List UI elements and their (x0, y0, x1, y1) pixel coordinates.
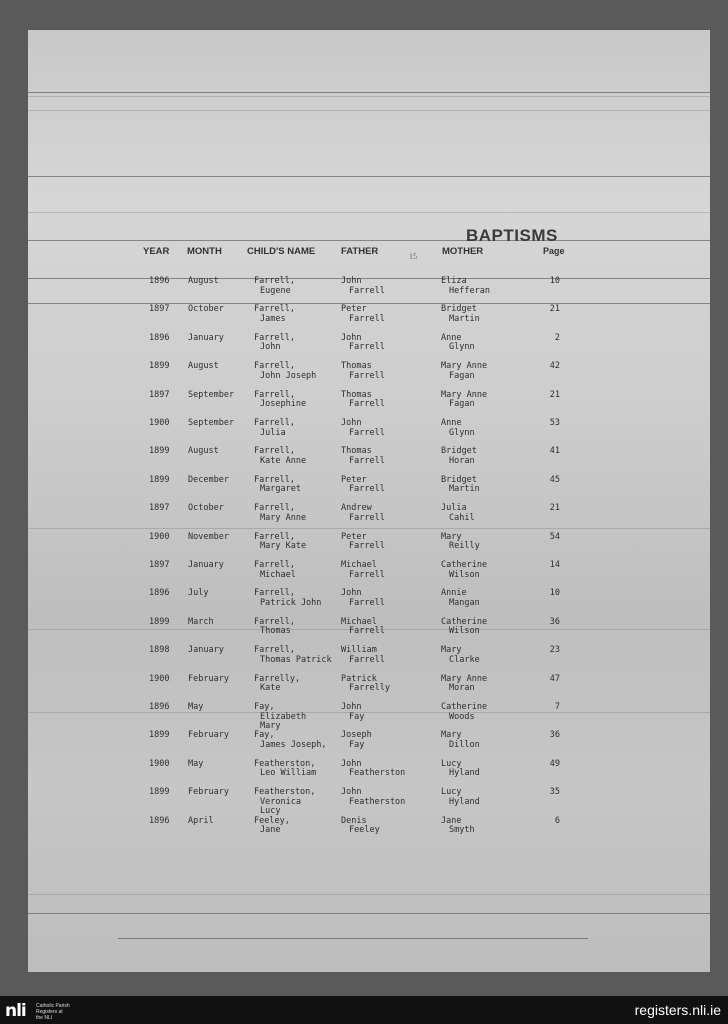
child-name-cell-line: Thomas (260, 626, 291, 637)
mother-cell (441, 817, 475, 836)
father-cell (341, 391, 385, 410)
page-ref-cell: 42 (549, 361, 560, 372)
child-name-cell (254, 817, 290, 836)
father-cell (341, 476, 385, 495)
year-cell: 1899 (149, 730, 170, 741)
father-cell-line: Farrell (349, 399, 385, 410)
child-name-cell (254, 788, 315, 817)
mother-cell-line: Smyth (449, 825, 475, 836)
child-name-cell-line: Farrell, (254, 361, 295, 372)
page-ref-cell: 14 (549, 560, 560, 570)
baptism-row (28, 504, 710, 532)
father-cell-line: John (341, 758, 362, 769)
page-ref-cell: 7 (554, 702, 560, 712)
mother-cell-line: Hyland (449, 768, 480, 779)
child-name-cell (254, 533, 306, 552)
mother-cell-line: Catherine (441, 616, 488, 627)
father-cell-line: John (341, 332, 362, 343)
year-cell: 1898 (149, 645, 170, 656)
father-cell (341, 618, 385, 637)
mother-cell (441, 760, 480, 779)
child-name-cell-line: Margaret (260, 484, 301, 495)
header-child-name: CHILD'S NAME (247, 246, 316, 257)
mother-cell-line: Moran (449, 683, 475, 694)
father-cell-line: John (341, 418, 362, 428)
header-mother: MOTHER (442, 246, 484, 257)
page-ref-cell: 41 (549, 446, 560, 457)
father-cell (341, 675, 390, 694)
mother-cell (441, 703, 487, 722)
father-cell-line: Farrell (349, 654, 385, 665)
month-cell: May (188, 758, 204, 769)
child-name-cell-line: Farrell, (254, 389, 295, 400)
father-cell-line: Farrell (349, 484, 385, 495)
child-name-cell (254, 334, 295, 353)
mother-cell-line: Wilson (449, 626, 480, 637)
site-url[interactable]: registers.nli.ie (634, 1002, 721, 1018)
father-cell-line: Farrell (349, 569, 385, 580)
child-name-cell-line: Farrelly, (254, 673, 301, 684)
child-name-cell-line: Feeley, (254, 815, 290, 826)
register-page (28, 30, 710, 972)
year-cell: 1899 (149, 446, 170, 457)
mother-cell-line: Eliza (441, 276, 467, 286)
mother-cell (441, 589, 480, 608)
year-cell: 1897 (149, 560, 170, 570)
page-ref-cell: 10 (549, 588, 560, 599)
child-name-cell (254, 731, 327, 750)
father-cell-line: Farrell (349, 285, 385, 296)
page-ref-cell: 47 (549, 673, 560, 684)
father-cell-line: Farrell (349, 512, 385, 523)
father-cell-line: Peter (341, 304, 367, 315)
baptism-row (28, 703, 710, 731)
father-cell-line: Denis (341, 815, 367, 826)
mother-cell-line: Catherine (441, 560, 488, 570)
mother-cell-line: Glynn (449, 427, 475, 438)
father-cell (341, 533, 385, 552)
father-cell (341, 703, 364, 722)
mother-cell-line: Fagan (449, 370, 475, 381)
mother-cell-line: Anne (441, 418, 462, 428)
father-cell-line: Fay (349, 739, 365, 750)
child-name-cell-line: Leo William (260, 768, 317, 779)
mother-cell (441, 476, 480, 495)
mother-cell (441, 646, 480, 665)
month-cell: October (188, 503, 224, 514)
child-name-cell-line: Farrell, (254, 446, 295, 457)
baptism-row (28, 646, 710, 674)
footer-bar (0, 996, 728, 1024)
mother-cell-line: Lucy (441, 787, 462, 798)
mother-cell-line: Clarke (449, 654, 480, 665)
year-cell: 1900 (149, 418, 170, 428)
header-page: Page (543, 246, 565, 256)
child-name-cell-line: Fay, (254, 730, 275, 741)
mother-cell-line: Glynn (449, 342, 475, 353)
mother-cell-line: Julia (441, 503, 467, 514)
year-cell: 1896 (149, 702, 170, 712)
father-cell-line: Farrell (349, 541, 385, 552)
mother-cell (441, 362, 487, 381)
child-name-cell-line: Jane (260, 825, 281, 836)
month-cell: August (188, 361, 219, 372)
baptism-row (28, 447, 710, 475)
father-cell (341, 305, 385, 324)
father-cell-line: Farrell (349, 313, 385, 324)
mother-cell-line: Anne (441, 332, 462, 343)
father-cell (341, 447, 385, 466)
baptism-row (28, 589, 710, 617)
father-cell (341, 731, 372, 750)
child-name-cell-line: Farrell, (254, 560, 295, 570)
father-cell-line: John (341, 702, 362, 712)
month-cell: February (188, 730, 229, 741)
child-name-cell (254, 760, 316, 779)
father-cell-line: Farrell (349, 455, 385, 466)
nli-logo: nli (5, 1001, 26, 1021)
logo-caption-line: Catholic Parish (36, 1003, 70, 1009)
father-cell-line: Andrew (341, 503, 372, 514)
logo-caption (36, 1003, 70, 1021)
father-cell-line: Thomas (341, 389, 372, 400)
child-name-cell-line: Fay, (254, 702, 275, 712)
mother-cell-line: Wilson (449, 569, 480, 580)
month-cell: July (188, 588, 209, 599)
page-ref-cell: 35 (549, 787, 560, 798)
father-cell (341, 362, 385, 381)
mother-cell (441, 277, 490, 296)
page-number: 15 (409, 252, 417, 261)
mother-cell (441, 788, 480, 807)
child-name-cell-line: Mary Kate (260, 541, 307, 552)
mother-cell-line: Dillon (449, 739, 480, 750)
month-cell: November (188, 531, 229, 542)
page-ref-cell: 45 (549, 474, 560, 485)
month-cell: March (188, 616, 214, 627)
year-cell: 1896 (149, 332, 170, 343)
father-cell-line: Featherston (349, 768, 406, 779)
month-cell: February (188, 787, 229, 798)
month-cell: February (188, 673, 229, 684)
father-cell-line: William (341, 645, 377, 656)
mother-cell-line: Bridget (441, 474, 477, 485)
child-name-cell-line: Kate Anne (260, 455, 307, 466)
child-name-cell (254, 618, 295, 637)
father-cell-line: Featherston (349, 796, 406, 807)
mother-cell-line: Mary (441, 645, 462, 656)
page-ref-cell: 6 (554, 815, 560, 826)
mother-cell (441, 334, 475, 353)
child-name-cell-line: John (260, 342, 281, 353)
child-name-cell-line: Veronica (260, 796, 301, 807)
mother-cell-line: Annie (441, 588, 467, 599)
year-cell: 1900 (149, 758, 170, 769)
child-name-cell-line: Farrell, (254, 531, 295, 542)
child-name-cell-line: Thomas Patrick (260, 654, 332, 665)
father-cell-line: John (341, 787, 362, 798)
header-father: FATHER (341, 246, 379, 257)
mother-cell-line: Fagan (449, 399, 475, 410)
child-name-cell (254, 703, 306, 732)
page-ref-cell: 10 (549, 276, 560, 286)
page-ref-cell: 36 (549, 730, 560, 741)
page-ref-cell: 23 (549, 645, 560, 656)
father-cell-line: Farrell (349, 626, 385, 637)
mother-cell (441, 675, 487, 694)
year-cell: 1900 (149, 531, 170, 542)
child-name-cell-line: Kate (260, 683, 281, 694)
father-cell-line: Michael (341, 560, 377, 570)
father-cell-line: Peter (341, 531, 367, 542)
year-cell: 1899 (149, 787, 170, 798)
child-name-cell-line: Mary (260, 721, 281, 731)
child-name-cell (254, 419, 295, 438)
baptism-row (28, 760, 710, 788)
mother-cell-line: Bridget (441, 446, 477, 457)
father-cell-line: Farrelly (349, 683, 390, 694)
year-cell: 1900 (149, 673, 170, 684)
father-cell-line: Thomas (341, 446, 372, 457)
father-cell (341, 788, 405, 807)
month-cell: October (188, 304, 224, 315)
page-ref-cell: 21 (549, 503, 560, 514)
mother-cell-line: Mary Anne (441, 673, 488, 684)
mother-cell-line: Bridget (441, 304, 477, 315)
month-cell: September (188, 418, 235, 428)
month-cell: April (188, 815, 214, 826)
year-cell: 1897 (149, 304, 170, 315)
child-name-cell-line: Farrell, (254, 588, 295, 599)
mother-cell (441, 618, 487, 637)
mother-cell (441, 504, 475, 523)
child-name-cell-line: Farrell, (254, 474, 295, 485)
father-cell-line: Peter (341, 474, 367, 485)
mother-cell (441, 305, 480, 324)
father-cell (341, 561, 385, 580)
logo-caption-line: Registers at (36, 1009, 63, 1015)
mother-cell (441, 447, 477, 466)
baptism-row (28, 334, 710, 362)
child-name-cell-line: Featherston, (254, 758, 316, 769)
baptism-row (28, 675, 710, 703)
child-name-cell (254, 476, 301, 495)
month-cell: August (188, 276, 219, 286)
father-cell (341, 277, 385, 296)
baptism-row (28, 391, 710, 419)
year-cell: 1896 (149, 588, 170, 599)
logo-caption-line: the NLI (36, 1015, 53, 1021)
mother-cell-line: Catherine (441, 702, 488, 712)
father-cell-line: Farrell (349, 342, 385, 353)
child-name-cell (254, 447, 306, 466)
father-cell-line: Patrick (341, 673, 377, 684)
month-cell: September (188, 389, 235, 400)
mother-cell-line: Woods (449, 711, 475, 722)
child-name-cell-line: James (260, 313, 286, 324)
mother-cell (441, 731, 480, 750)
child-name-cell (254, 504, 306, 523)
child-name-cell (254, 561, 296, 580)
year-cell: 1896 (149, 815, 170, 826)
mother-cell-line: Jane (441, 815, 462, 826)
child-name-cell-line: Patrick John (260, 597, 322, 608)
year-cell: 1896 (149, 276, 170, 286)
father-cell (341, 334, 385, 353)
year-cell: 1897 (149, 503, 170, 514)
child-name-cell-line: Mary Anne (260, 512, 307, 523)
father-cell (341, 419, 385, 438)
mother-cell-line: Hyland (449, 796, 480, 807)
child-name-cell (254, 675, 300, 694)
child-name-cell-line: Farrell, (254, 418, 295, 428)
child-name-cell-line: Featherston, (254, 787, 316, 798)
baptism-row (28, 419, 710, 447)
baptism-row (28, 476, 710, 504)
baptism-row (28, 277, 710, 305)
page-ref-cell: 54 (549, 531, 560, 542)
month-cell: December (188, 474, 229, 485)
header-year: YEAR (143, 246, 170, 257)
father-cell-line: Farrell (349, 370, 385, 381)
year-cell: 1897 (149, 389, 170, 400)
child-name-cell-line: Josephine (260, 399, 307, 410)
baptism-row (28, 533, 710, 561)
child-name-cell (254, 305, 295, 324)
page-ref-cell: 21 (549, 304, 560, 315)
year-cell: 1899 (149, 616, 170, 627)
year-cell: 1899 (149, 474, 170, 485)
father-cell (341, 504, 385, 523)
page-ref-cell: 53 (549, 418, 560, 428)
baptism-row (28, 788, 710, 816)
child-name-cell-line: Farrell, (254, 503, 295, 514)
page-ref-cell: 2 (554, 332, 560, 343)
child-name-cell-line: Michael (260, 569, 296, 580)
mother-cell-line: Horan (449, 455, 475, 466)
father-cell-line: John (341, 276, 362, 286)
mother-cell-line: Cahil (449, 512, 475, 523)
baptism-row (28, 305, 710, 333)
mother-cell-line: Hefferan (449, 285, 490, 296)
father-cell-line: Thomas (341, 361, 372, 372)
baptism-row (28, 817, 710, 845)
mother-cell (441, 561, 487, 580)
child-name-cell-line: Farrell, (254, 304, 295, 315)
child-name-cell (254, 277, 295, 296)
child-name-cell-line: Lucy (260, 806, 281, 817)
child-name-cell (254, 391, 306, 410)
mother-cell-line: Mary (441, 730, 462, 741)
mother-cell-line: Lucy (441, 758, 462, 769)
child-name-cell-line: Farrell, (254, 616, 295, 627)
mother-cell (441, 533, 480, 552)
child-name-cell-line: Farrell, (254, 645, 295, 656)
father-cell (341, 589, 385, 608)
father-cell-line: John (341, 588, 362, 599)
page-ref-cell: 49 (549, 758, 560, 769)
child-name-cell-line: Farrell, (254, 276, 295, 286)
mother-cell-line: Mary Anne (441, 361, 488, 372)
page-ref-cell: 21 (549, 389, 560, 400)
year-cell: 1899 (149, 361, 170, 372)
mother-cell-line: Mary Anne (441, 389, 488, 400)
page-ref-cell: 36 (549, 616, 560, 627)
month-cell: August (188, 446, 219, 457)
mother-cell-line: Mangan (449, 597, 480, 608)
baptism-row (28, 731, 710, 759)
father-cell (341, 817, 380, 836)
father-cell (341, 646, 385, 665)
month-cell: January (188, 645, 224, 656)
child-name-cell-line: Julia (260, 427, 286, 438)
header-month: MONTH (187, 246, 222, 257)
child-name-cell-line: Eugene (260, 285, 291, 296)
mother-cell (441, 419, 475, 438)
mother-cell-line: Mary (441, 531, 462, 542)
father-cell-line: Michael (341, 616, 377, 627)
child-name-cell (254, 589, 321, 608)
mother-cell-line: Martin (449, 484, 480, 495)
month-cell: January (188, 332, 224, 343)
child-name-cell-line: James Joseph, (260, 739, 327, 750)
mother-cell (441, 391, 487, 410)
father-cell-line: Joseph (341, 730, 372, 741)
child-name-cell-line: John Joseph (260, 370, 317, 381)
child-name-cell-line: Farrell, (254, 332, 295, 343)
child-name-cell (254, 646, 332, 665)
father-cell-line: Fay (349, 711, 365, 722)
register-title: BAPTISMS (466, 226, 558, 245)
baptism-row (28, 561, 710, 589)
child-name-cell-line: Elizabeth (260, 711, 307, 722)
mother-cell-line: Martin (449, 313, 480, 324)
month-cell: January (188, 560, 224, 570)
father-cell (341, 760, 405, 779)
child-name-cell (254, 362, 316, 381)
father-cell-line: Farrell (349, 427, 385, 438)
father-cell-line: Farrell (349, 597, 385, 608)
baptism-row (28, 362, 710, 390)
baptism-row (28, 618, 710, 646)
father-cell-line: Feeley (349, 825, 380, 836)
mother-cell-line: Reilly (449, 541, 480, 552)
month-cell: May (188, 702, 204, 712)
